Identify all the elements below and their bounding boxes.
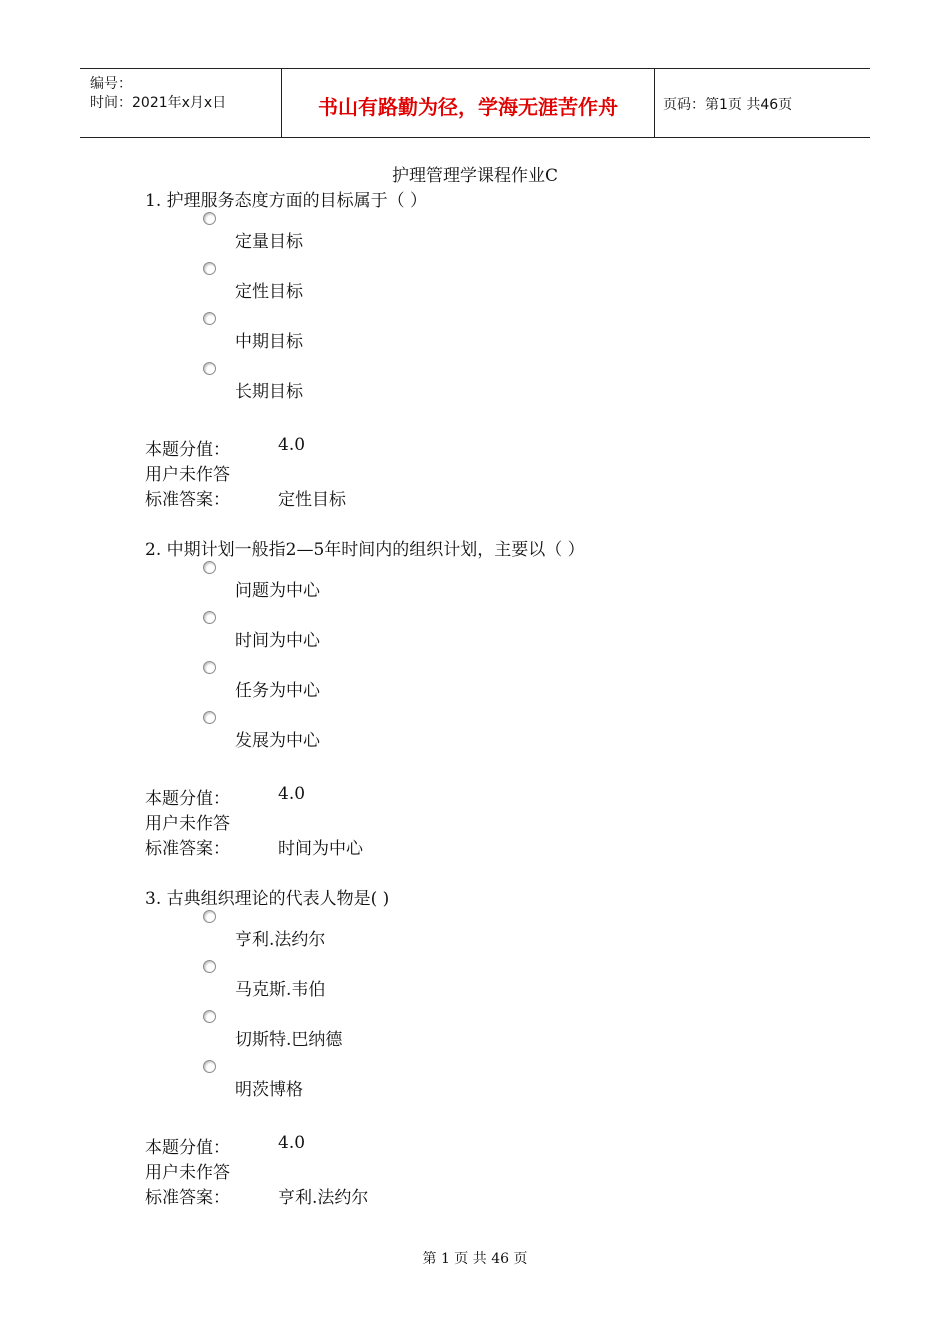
answer-label: 标准答案： [145,1188,230,1208]
answer-label: 标准答案： [145,839,230,859]
radio-button[interactable] [203,661,216,674]
score-label: 本题分值： [145,789,230,809]
radio-button[interactable] [203,262,216,275]
header-left-cell [80,69,282,137]
option-label: 切斯特.巴纳德 [235,1030,343,1050]
unanswered-status: 用户未作答 [145,1163,230,1183]
option-label: 明茨博格 [235,1080,303,1100]
radio-button[interactable] [203,1060,216,1073]
option-label: 长期目标 [235,382,303,402]
document-header [80,68,870,138]
page-footer: 第 1 页 共 46 页 [422,1251,528,1267]
radio-button[interactable] [203,960,216,973]
score-label: 本题分值： [145,1138,230,1158]
option-label: 发展为中心 [235,731,320,751]
radio-button[interactable] [203,312,216,325]
option-label: 时间为中心 [235,631,320,651]
question-text: 3. 古典组织理论的代表人物是( ) [145,889,390,909]
unanswered-status: 用户未作答 [145,465,230,485]
option-label: 定性目标 [235,282,303,302]
serial-number-label: 编号： [90,76,132,92]
answer-label: 标准答案： [145,490,230,510]
radio-button[interactable] [203,711,216,724]
option-label: 问题为中心 [235,581,320,601]
score-value: 4.0 [278,1133,306,1153]
option-label: 定量目标 [235,232,303,252]
score-value: 4.0 [278,784,306,804]
radio-button[interactable] [203,1010,216,1023]
option-label: 中期目标 [235,332,303,352]
page-title: 护理管理学课程作业C [391,166,558,186]
score-label: 本题分值： [145,440,230,460]
radio-button[interactable] [203,910,216,923]
radio-button[interactable] [203,362,216,375]
answer-value: 定性目标 [278,490,346,510]
date-label: 时间：2021年x月x日 [90,95,227,111]
radio-button[interactable] [203,561,216,574]
answer-value: 时间为中心 [278,839,363,859]
radio-button[interactable] [203,611,216,624]
score-value: 4.0 [278,435,306,455]
header-middle-cell [282,69,655,137]
answer-value: 亨利.法约尔 [278,1188,369,1208]
option-label: 马克斯.韦伯 [235,980,326,1000]
radio-button[interactable] [203,212,216,225]
question-text: 2. 中期计划一般指2—5年时间内的组织计划，主要以（ ） [145,540,585,560]
motto-text: 书山有路勤为径，学海无涯苦作舟 [318,95,618,119]
header-right-cell [655,69,870,137]
header-page-info: 页码：第1页 共46页 [663,97,793,113]
option-label: 任务为中心 [235,681,320,701]
question-text: 1. 护理服务态度方面的目标属于（ ） [145,191,428,211]
unanswered-status: 用户未作答 [145,814,230,834]
option-label: 亨利.法约尔 [235,930,326,950]
